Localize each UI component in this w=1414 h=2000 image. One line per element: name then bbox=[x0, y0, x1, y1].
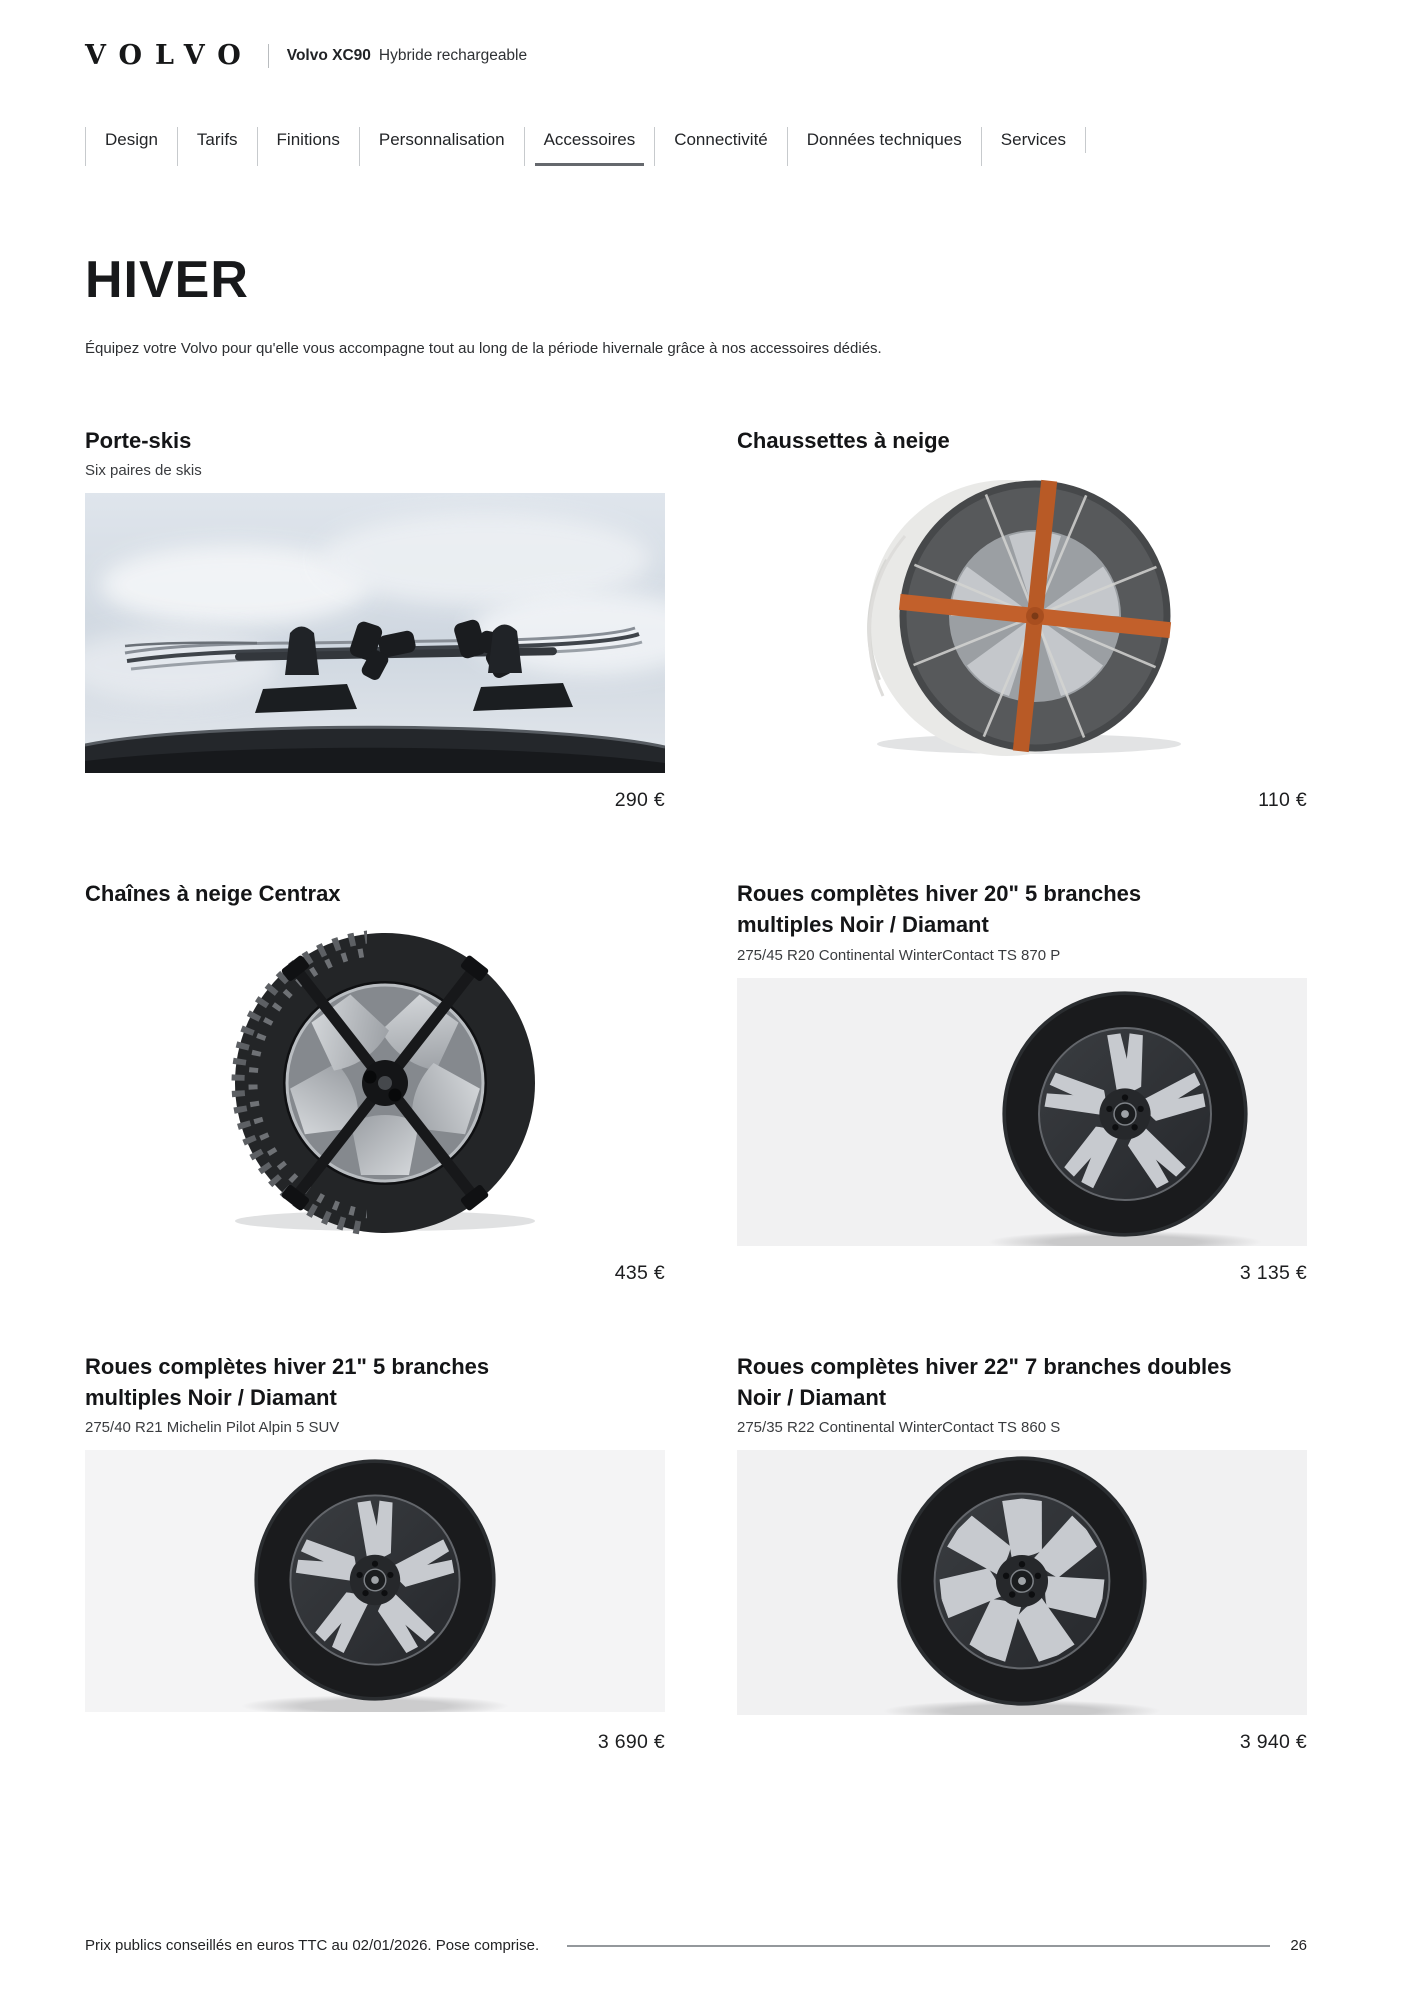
product-card-porte-skis bbox=[85, 425, 665, 812]
tab-design[interactable]: Design bbox=[85, 127, 177, 166]
nav-end-divider bbox=[1085, 127, 1086, 153]
product-card-roues-21 bbox=[85, 1351, 665, 1754]
model-title bbox=[268, 44, 527, 68]
product-subtitle: 275/35 R22 Continental WinterContact TS 860 S bbox=[737, 1419, 1061, 1437]
product-title: Roues complètes hiver 20" 5 branches multiples Noir / Diamant bbox=[737, 881, 1142, 938]
product-row bbox=[85, 1351, 1307, 1754]
tab-finitions[interactable]: Finitions bbox=[257, 127, 359, 166]
section-nav bbox=[85, 127, 1307, 166]
footer bbox=[85, 1937, 1307, 2000]
product-subtitle: 275/40 R21 Michelin Pilot Alpin 5 SUV bbox=[85, 1419, 340, 1437]
product-card-chaines-a-neige bbox=[85, 878, 665, 1284]
product-card-roues-22 bbox=[737, 1351, 1307, 1754]
product-subtitle: 275/45 R20 Continental WinterContact TS 870 P bbox=[737, 946, 1061, 964]
volvo-logo: VOLVO bbox=[85, 40, 254, 71]
page-intro: Équipez votre Volvo pour qu'elle vous accompagne tout au long de la période hivernale grâce à nos accessoires dédiés. bbox=[85, 340, 882, 357]
tab-personnalisation[interactable]: Personnalisation bbox=[359, 127, 524, 166]
header bbox=[85, 40, 1307, 71]
product-grid bbox=[85, 425, 1307, 1820]
product-price: 3 690 € bbox=[597, 1731, 665, 1754]
roues-22-image bbox=[737, 1450, 1307, 1715]
page-number: 26 bbox=[1290, 1937, 1307, 1954]
tab-services[interactable]: Services bbox=[981, 127, 1085, 166]
product-title: Porte-skis bbox=[85, 428, 192, 453]
product-price: 3 940 € bbox=[1239, 1731, 1307, 1754]
footer-divider bbox=[567, 1945, 1270, 1947]
product-price: 290 € bbox=[614, 789, 665, 812]
tab-donnees-techniques[interactable]: Données techniques bbox=[787, 127, 981, 166]
tab-accessoires[interactable]: Accessoires bbox=[524, 127, 655, 166]
product-price: 3 135 € bbox=[1239, 1261, 1307, 1284]
product-card-roues-20 bbox=[737, 878, 1307, 1284]
model-name: Volvo XC90 bbox=[286, 46, 371, 64]
chaussettes-a-neige-image bbox=[737, 470, 1307, 762]
price-disclaimer: Prix publics conseillés en euros TTC au 02/01/2026. Pose comprise. bbox=[85, 1937, 540, 1954]
product-title: Chaînes à neige Centrax bbox=[85, 881, 341, 907]
model-suffix: Hybride rechargeable bbox=[378, 46, 528, 64]
product-title: Chaussettes à neige bbox=[737, 428, 950, 453]
tab-connectivite[interactable]: Connectivité bbox=[654, 127, 787, 166]
product-subtitle: Six paires de skis bbox=[85, 462, 202, 480]
product-card-chaussettes-a-neige bbox=[737, 425, 1307, 812]
product-price: 110 € bbox=[1258, 789, 1307, 812]
page-title: HIVER bbox=[85, 251, 249, 309]
product-title: Roues complètes hiver 21" 5 branches multiples Noir / Diamant bbox=[85, 1353, 490, 1410]
tab-tarifs[interactable]: Tarifs bbox=[177, 127, 257, 166]
roues-20-image bbox=[737, 978, 1307, 1246]
product-row bbox=[85, 425, 1307, 812]
chaines-a-neige-image bbox=[85, 923, 665, 1241]
product-title: Roues complètes hiver 22" 7 branches doubles Noir / Diamant bbox=[737, 1353, 1232, 1410]
porte-skis-image bbox=[85, 493, 665, 773]
product-price: 435 € bbox=[614, 1261, 665, 1284]
roues-21-image bbox=[85, 1450, 665, 1712]
product-row bbox=[85, 878, 1307, 1284]
